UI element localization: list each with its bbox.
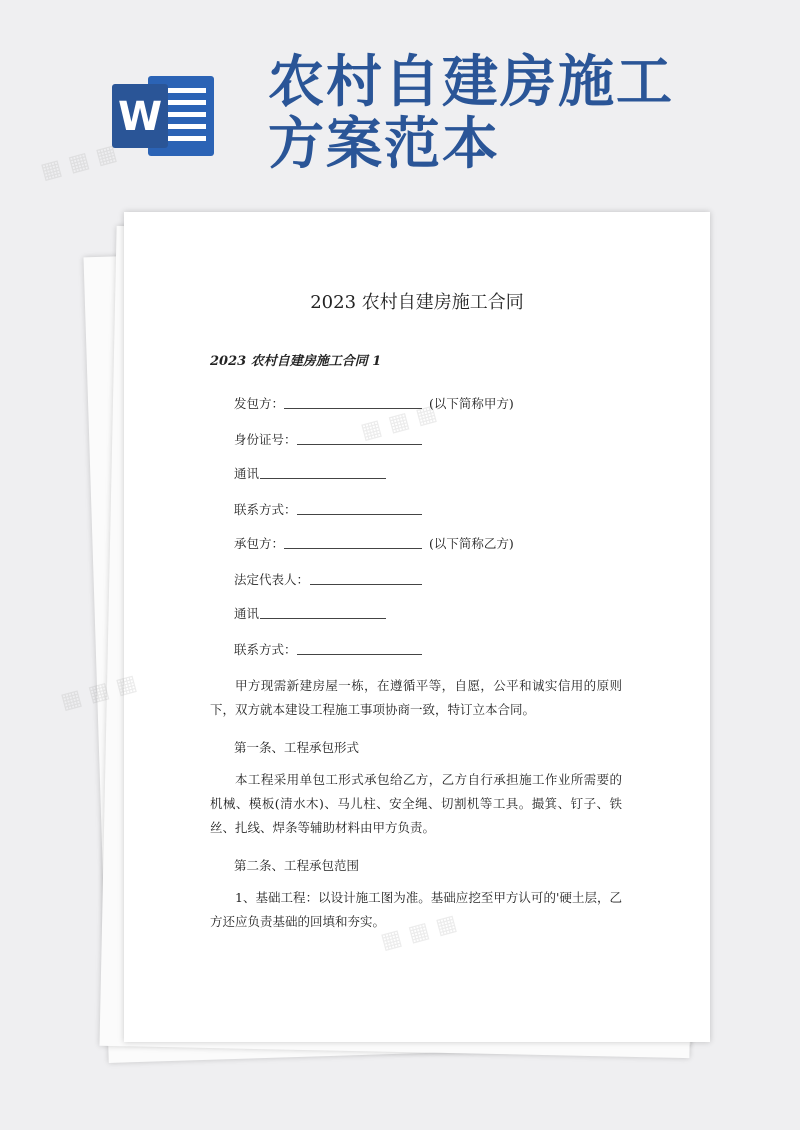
field-label: 身份证号： [234,432,297,447]
field-label: 法定代表人： [234,572,310,587]
field-label: 通讯 [234,466,260,481]
section-heading: 2023 农村自建房施工合同 1 [210,354,382,369]
field-label: 承包方： [234,536,285,551]
article-1-text: 本工程采用单包工形式承包给乙方，乙方自行承担施工作业所需要的机械、模板(清水木)、马儿柱、安全绳、切割机等工具。撮箕、钉子、铁丝、扎线、焊条等辅助材料由甲方负责。 [210,772,622,835]
article-1-title: 第一条、工程承包形式 [234,740,360,755]
blank-line [284,408,422,409]
header-title: 农村自建房施工方案范本 [268,50,674,177]
blank-line [297,444,422,445]
blank-line [297,654,422,655]
word-logo-letter: W [117,94,163,140]
field-note: (以下简称甲方) [429,396,514,411]
blank-line [260,478,386,479]
field-label: 通讯 [234,606,260,621]
article-2-title: 第二条、工程承包范围 [234,858,360,873]
blank-line [260,618,386,619]
field-note: (以下简称乙方) [429,536,514,551]
word-logo-icon [112,74,216,158]
intro-paragraph: 甲方现需新建房屋一栋，在遵循平等，自愿，公平和诚实信用的原则下，双方就本建设工程施工事项协商一致，特订立本合同。 [210,678,622,717]
document-page [124,212,710,1042]
watermark: ▦ ▦ ▦ [38,140,120,185]
field-label: 发包方： [234,396,285,411]
watermark: ▦ [58,685,85,715]
field-label: 联系方式： [234,642,297,657]
blank-line [297,514,422,515]
document-title: 2023 农村自建房施工合同 [310,292,524,313]
article-2-text: 1、基础工程：以设计施工图为准。基础应挖至甲方认可的'硬土层，乙方还应负责基础的回填和夯实。 [210,890,622,929]
blank-line [310,584,422,585]
field-label: 联系方式： [234,502,297,517]
blank-line [284,548,422,549]
